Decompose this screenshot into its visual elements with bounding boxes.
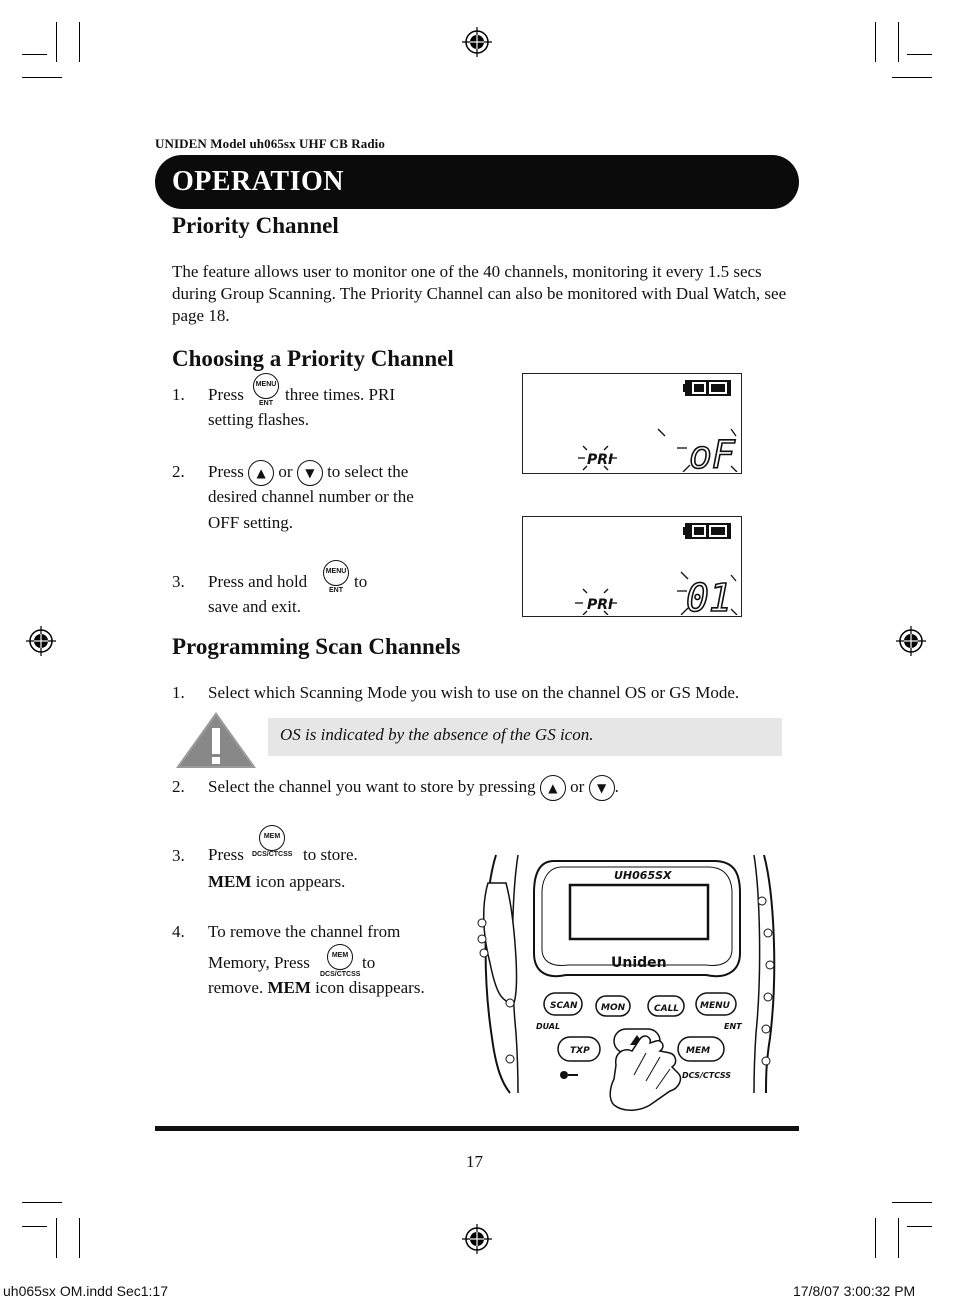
step-text xyxy=(208,774,619,801)
step-text-part: remove. xyxy=(208,978,264,997)
mem-button-icon xyxy=(259,825,285,851)
crop-mark xyxy=(875,1218,876,1258)
step-text: save and exit. xyxy=(208,597,301,616)
ent-label: ENT xyxy=(329,587,343,594)
step-text: To remove the channel from xyxy=(208,922,401,941)
radio-btn-menu: MENU xyxy=(700,1001,730,1011)
lcd-graphic xyxy=(523,374,740,472)
lcd-digits: oF xyxy=(689,433,735,472)
registration-mark-icon xyxy=(896,626,926,656)
ent-label: ENT xyxy=(259,400,273,407)
step-text: to store. xyxy=(303,845,358,864)
pri-label: PRI xyxy=(587,452,614,468)
up-arrow-button-icon: ▲ xyxy=(540,775,566,801)
crop-mark xyxy=(79,1218,80,1258)
mem-button-label: MEM xyxy=(331,952,349,959)
step-text: to xyxy=(354,572,368,591)
up-arrow-button-icon: ▲ xyxy=(248,460,274,486)
radio-model: UH065SX xyxy=(614,869,672,882)
step-text: Press and hold xyxy=(208,572,308,591)
bottom-rule xyxy=(155,1126,799,1131)
mem-button-icon xyxy=(327,944,353,970)
radio-label-ent: ENT xyxy=(724,1022,742,1031)
registration-mark-icon xyxy=(26,626,56,656)
crop-mark xyxy=(892,1202,932,1203)
step-text-part: to select the xyxy=(327,462,409,481)
section-title: OPERATION xyxy=(172,166,344,197)
lcd-display-channel xyxy=(522,516,742,617)
radio-label-dcs: DCS/CTCSS xyxy=(682,1071,732,1080)
step-text: desired channel number or the xyxy=(208,487,414,506)
step-text: Memory, Press xyxy=(208,953,310,972)
lcd-graphic xyxy=(523,517,740,615)
slug-file: uh065sx OM.indd Sec1:17 xyxy=(3,1283,168,1299)
down-arrow-button-icon: ▼ xyxy=(297,460,323,486)
radio-label-dual: DUAL xyxy=(536,1022,561,1031)
note-text: OS is indicated by the absence of the GS icon. xyxy=(280,725,594,744)
crop-mark xyxy=(907,1226,932,1227)
dcs-ctcss-label: DCS/CTCSS xyxy=(252,851,293,858)
lcd-display-off xyxy=(522,373,742,474)
radio-illustration xyxy=(474,853,784,1113)
step-text xyxy=(208,459,408,486)
mem-button-label: MEM xyxy=(263,833,281,840)
step-text-part: Press xyxy=(208,462,244,481)
mem-bold: MEM xyxy=(267,978,311,997)
step-text-part: or xyxy=(278,462,293,481)
lcd-digits: 01 xyxy=(686,576,732,615)
crop-mark xyxy=(898,22,899,62)
menu-button-label: MENU xyxy=(325,568,347,575)
step-text: to xyxy=(362,953,376,972)
crop-mark xyxy=(22,1202,62,1203)
crop-mark xyxy=(875,22,876,62)
crop-mark xyxy=(56,1218,57,1258)
note-box xyxy=(268,718,782,756)
section-banner xyxy=(155,155,799,209)
radio-btn-call: CALL xyxy=(654,1004,680,1014)
menu-button-label: MENU xyxy=(255,381,277,388)
crop-mark xyxy=(22,77,62,78)
step-text xyxy=(208,869,345,894)
step-number: 1. xyxy=(172,683,185,702)
step-text-part: or xyxy=(570,777,585,796)
running-header: UNIDEN Model uh065sx UHF CB Radio xyxy=(155,136,385,151)
slug-date: 17/8/07 3:00:32 PM xyxy=(793,1283,916,1299)
step-number: 2. xyxy=(172,462,185,481)
crop-mark xyxy=(907,54,932,55)
step-text xyxy=(208,975,425,1000)
radio-btn-mon: MON xyxy=(601,1003,626,1013)
priority-paragraph: The feature allows user to monitor one of the 40 channels, monitoring it every 1.5 secs during Group Scanning. The Priority Channel can also be monitored with Dual Watch, see page 18. xyxy=(172,262,787,325)
step-text-part: icon disappears. xyxy=(315,978,425,997)
crop-mark xyxy=(79,22,80,62)
down-arrow-button-icon: ▼ xyxy=(589,775,615,801)
registration-mark-icon xyxy=(462,1224,492,1254)
step-text: OFF setting. xyxy=(208,513,294,532)
choosing-heading: Choosing a Priority Channel xyxy=(172,346,454,371)
step-number: 2. xyxy=(172,777,185,796)
priority-heading: Priority Channel xyxy=(172,213,339,238)
step-number: 1. xyxy=(172,385,185,404)
radio-btn-scan: SCAN xyxy=(550,1001,578,1011)
step-text: Press xyxy=(208,845,244,864)
pri-label: PRI xyxy=(587,597,614,613)
warning-icon xyxy=(174,710,258,770)
page-number: 17 xyxy=(466,1152,483,1171)
dcs-ctcss-label: DCS/CTCSS xyxy=(320,971,361,978)
radio-btn-mem: MEM xyxy=(686,1046,711,1056)
menu-button-icon xyxy=(253,373,279,399)
programming-heading: Programming Scan Channels xyxy=(172,634,461,659)
radio-brand: Uniden xyxy=(611,955,667,971)
registration-mark-icon xyxy=(462,27,492,57)
step-number: 3. xyxy=(172,572,185,591)
step-text xyxy=(208,382,244,407)
step-number: 4. xyxy=(172,922,185,941)
step-text: setting flashes. xyxy=(208,410,310,429)
crop-mark xyxy=(56,22,57,62)
step-text-part: Select the channel you want to store by pressing xyxy=(208,777,536,796)
step-text-part: Press xyxy=(208,385,244,404)
crop-mark xyxy=(898,1218,899,1258)
crop-mark xyxy=(22,54,47,55)
step-text: three times. PRI xyxy=(285,385,396,404)
step-text-part: icon appears. xyxy=(255,872,346,891)
step-text-part: . xyxy=(614,777,619,796)
step-number: 3. xyxy=(172,846,185,865)
step-text: Select which Scanning Mode you wish to use on the channel OS or GS Mode. xyxy=(208,683,740,702)
menu-button-icon xyxy=(323,560,349,586)
crop-mark xyxy=(22,1226,47,1227)
mem-bold: MEM xyxy=(208,872,252,891)
crop-mark xyxy=(892,77,932,78)
radio-btn-txp: TXP xyxy=(570,1046,590,1056)
